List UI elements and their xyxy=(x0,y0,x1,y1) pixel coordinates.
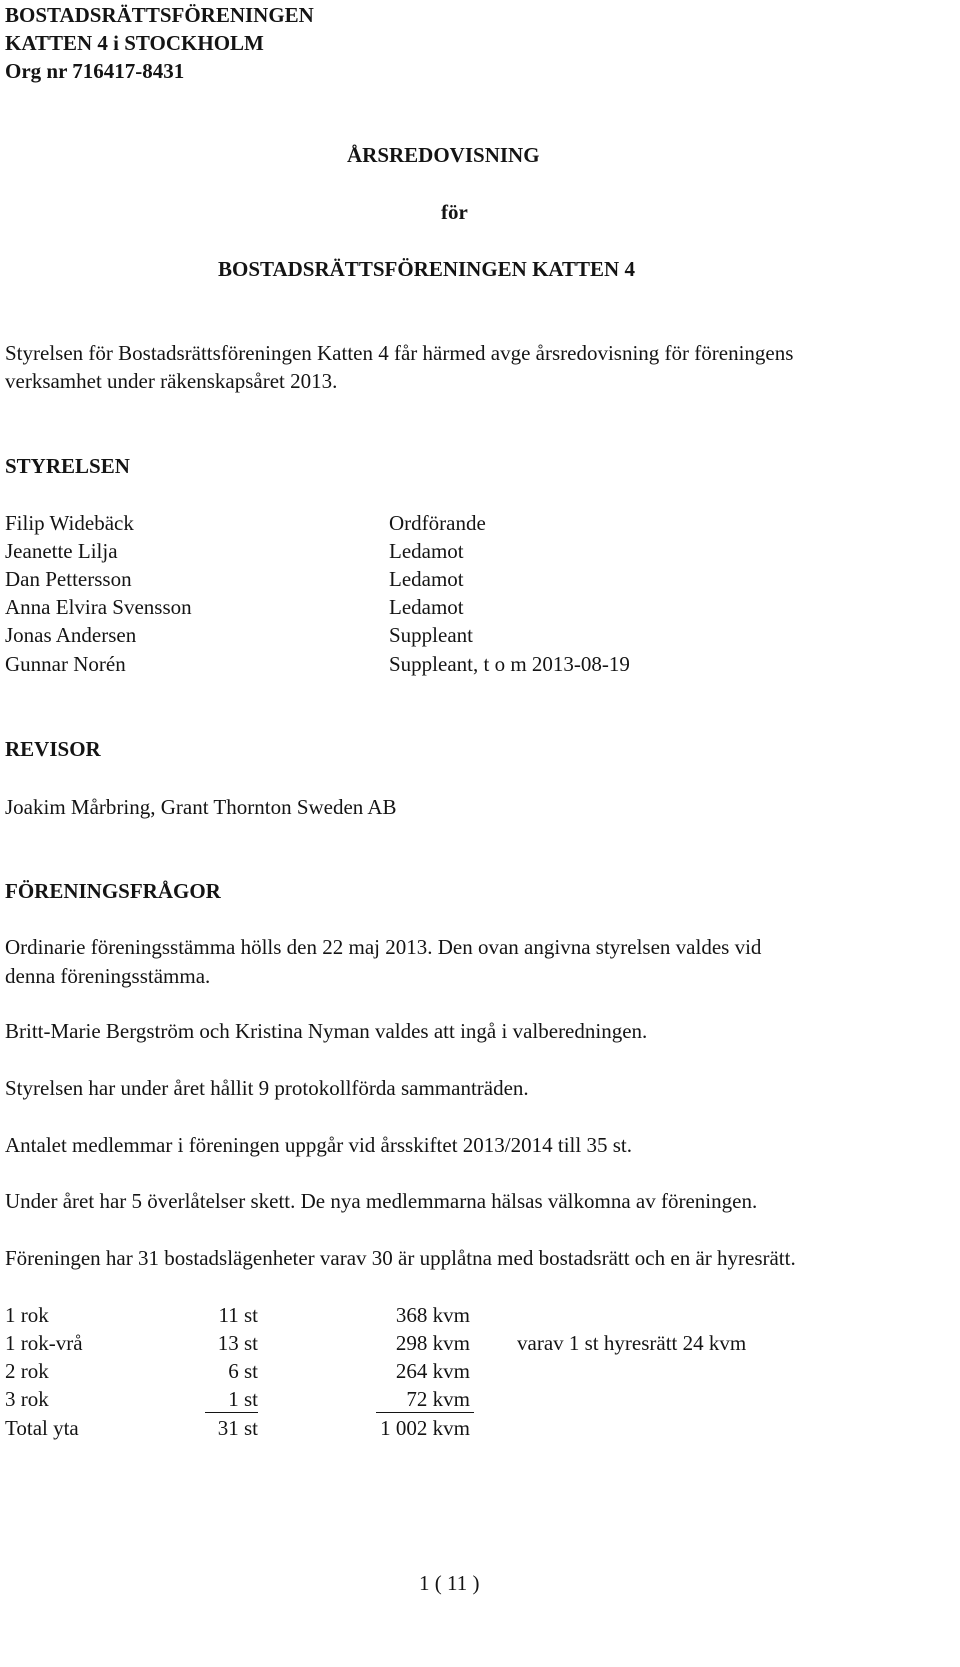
paragraph-meeting-line-1: Ordinarie föreningsstämma hölls den 22 maj 2013. Den ovan angivna styrelsen valdes vid xyxy=(5,935,762,959)
apartment-area-value: 72 kvm xyxy=(406,1387,470,1411)
paragraph-transfers: Under året har 5 överlåtelser skett. De nya medlemmarna hälsas välkomna av föreningen. xyxy=(5,1189,758,1213)
apartment-note: varav 1 st hyresrätt 24 kvm xyxy=(517,1331,747,1355)
board-member-role: Ledamot xyxy=(389,539,464,563)
org-number: Org nr 716417-8431 xyxy=(5,59,185,83)
board-member-name: Filip Widebäck xyxy=(5,511,134,535)
board-member-name: Gunnar Norén xyxy=(5,652,126,676)
paragraph-meeting-line-2: denna föreningsstämma. xyxy=(5,964,211,988)
association-name: BOSTADSRÄTTSFÖRENINGEN xyxy=(5,3,314,27)
apartment-type: 1 rok xyxy=(5,1303,49,1327)
apartment-count: 6 st xyxy=(228,1359,258,1383)
page-number: 1 ( 11 ) xyxy=(419,1571,480,1595)
auditor-name: Joakim Mårbring, Grant Thornton Sweden AB xyxy=(5,795,397,819)
apartment-area: 1 002 kvm xyxy=(380,1416,470,1440)
section-heading-association: FÖRENINGSFRÅGOR xyxy=(5,879,221,903)
paragraph-board-meetings: Styrelsen har under året hållit 9 protokollförda sammanträden. xyxy=(5,1076,529,1100)
apartment-type: 3 rok xyxy=(5,1387,49,1411)
board-member-role: Ledamot xyxy=(389,567,464,591)
paragraph-members: Antalet medlemmar i föreningen uppgår vid årsskiftet 2013/2014 till 35 st. xyxy=(5,1133,632,1157)
section-heading-auditor: REVISOR xyxy=(5,737,101,761)
apartment-type: Total yta xyxy=(5,1416,79,1440)
document-title: ÅRSREDOVISNING xyxy=(347,143,540,167)
title-for: för xyxy=(441,200,468,224)
association-location: KATTEN 4 i STOCKHOLM xyxy=(5,31,264,55)
board-member-role: Ledamot xyxy=(389,595,464,619)
apartment-count: 1 st xyxy=(205,1389,258,1413)
paragraph-apartments: Föreningen har 31 bostadslägenheter varav 30 är upplåtna med bostadsrätt och en är hyresrätt. xyxy=(5,1246,796,1270)
board-member-role: Suppleant xyxy=(389,623,473,647)
apartment-count: 31 st xyxy=(217,1416,258,1440)
board-member-name: Jeanette Lilja xyxy=(5,539,118,563)
paragraph-nomination: Britt-Marie Bergström och Kristina Nyman valdes att ingå i valberedningen. xyxy=(5,1019,648,1043)
board-member-name: Anna Elvira Svensson xyxy=(5,595,192,619)
apartment-area: 264 kvm xyxy=(395,1359,470,1383)
intro-line-1: Styrelsen för Bostadsrättsföreningen Katten 4 får härmed avge årsredovisning för föreningens xyxy=(5,341,794,365)
apartment-area xyxy=(376,1389,474,1413)
board-member-name: Jonas Andersen xyxy=(5,623,137,647)
apartment-count: 11 st xyxy=(218,1303,258,1327)
apartment-type: 1 rok-vrå xyxy=(5,1331,83,1355)
intro-line-2: verksamhet under räkenskapsåret 2013. xyxy=(5,369,338,393)
apartment-area: 368 kvm xyxy=(395,1303,470,1327)
title-organization: BOSTADSRÄTTSFÖRENINGEN KATTEN 4 xyxy=(218,257,635,281)
section-heading-board: STYRELSEN xyxy=(5,454,130,478)
apartment-count: 13 st xyxy=(217,1331,258,1355)
board-member-role: Suppleant, t o m 2013-08-19 xyxy=(389,652,630,676)
board-member-name: Dan Pettersson xyxy=(5,567,132,591)
apartment-area: 298 kvm xyxy=(395,1331,470,1355)
apartment-type: 2 rok xyxy=(5,1359,49,1383)
board-member-role: Ordförande xyxy=(389,511,486,535)
